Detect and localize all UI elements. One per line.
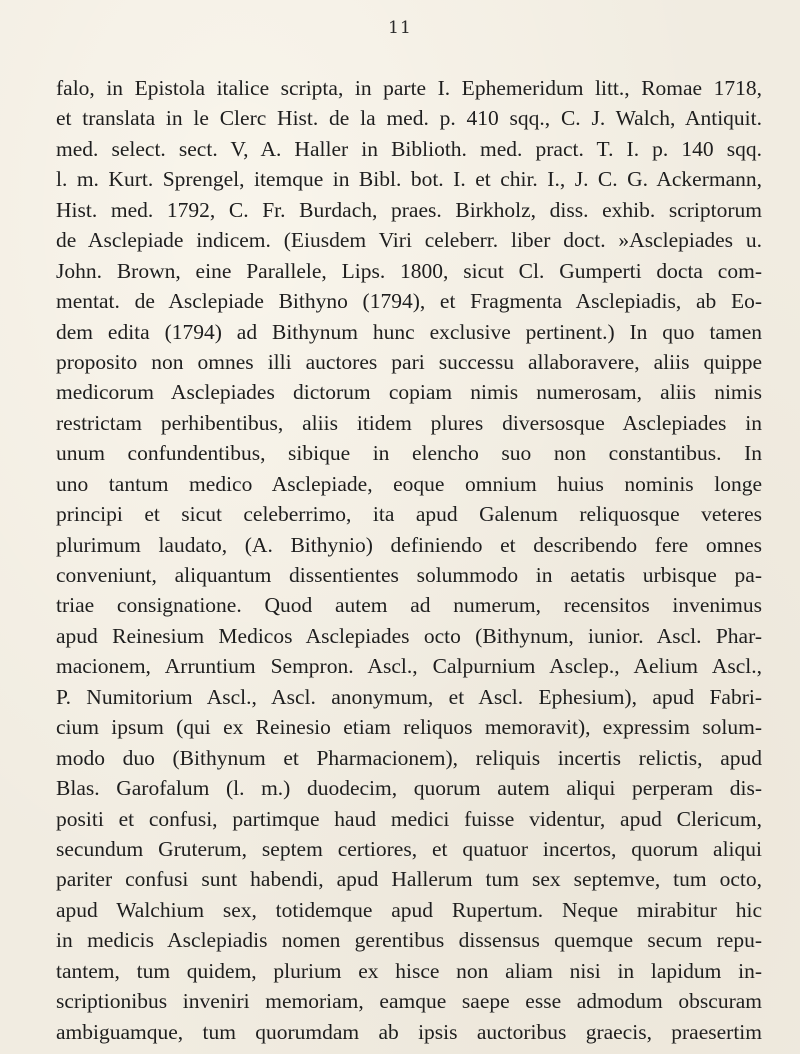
text-line: apud Reinesium Medicos Asclepiades octo (Bithynum, iunior. Ascl. Phar- [56,623,762,648]
text-line: tantem, tum quidem, plurium ex hisce non aliam nisi in lapidum in- [56,958,762,983]
text-line: unum confundentibus, sibique in elencho suo non constantibus. In [56,441,762,466]
text-line: triae consignatione. Quod autem ad numerum, recensitos invenimus [56,593,762,618]
text-line: mentat. de Asclepiade Bithyno (1794), et Fragmenta Asclepiadis, ab Eo- [56,289,762,314]
text-line: falo, in Epistola italice scripta, in parte I. Ephemeridum litt., Romae 1718, [56,76,762,100]
text-line: principi et sicut celeberrimo, ita apud Galenum reliquosque veteres [56,502,762,527]
text-line: et translata in le Clerc Hist. de la med. p. 410 sqq., C. J. Walch, Antiquit. [56,106,762,131]
text-line: secundum Gruterum, septem certiores, et quatuor incertos, quorum aliqui [56,836,762,861]
text-line: apud Walchium sex, totidemque apud Rupertum. Neque mirabitur hic [56,897,762,922]
text-line: de Asclepiade indicem. (Eiusdem Viri celeberr. liber doct. »Asclepiades u. [56,228,762,253]
text-line: macionem, Arruntium Sempron. Ascl., Calpurnium Asclep., Aelium Ascl., [56,654,762,679]
text-line: modo duo (Bithynum et Pharmacionem), reliquis incertis relictis, apud [56,745,762,770]
text-line: proposito non omnes illi auctores pari successu allaboravere, aliis quippe [56,349,762,374]
text-line: Hist. med. 1792, C. Fr. Burdach, praes. Birkholz, diss. exhib. scriptorum [56,197,762,222]
text-line: dem edita (1794) ad Bithynum hunc exclusive pertinent.) In quo tamen [56,319,762,344]
text-line: in medicis Asclepiadis nomen gerentibus dissensus quemque secum repu- [56,928,762,953]
text-line: Blas. Garofalum (l. m.) duodecim, quorum autem aliqui perperam dis- [56,776,762,801]
text-line: uno tantum medico Asclepiade, eoque omnium huius nominis longe [56,471,762,496]
text-line: plurimum laudato, (A. Bithynio) definiendo et describendo fere omnes [56,532,762,557]
text-line: med. select. sect. V, A. Haller in Biblioth. med. pract. T. I. p. 140 sqq. [56,136,762,161]
text-line: l. m. Kurt. Sprengel, itemque in Bibl. bot. I. et chir. I., J. C. G. Ackermann, [56,167,762,192]
text-line: conveniunt, aliquantum dissentientes solummodo in aetatis urbisque pa- [56,563,762,587]
text-line: restrictam perhibentibus, aliis itidem plures diversosque Asclepiades in [56,410,762,435]
text-line: John. Brown, eine Parallele, Lips. 1800, sicut Cl. Gumperti docta com- [56,258,762,283]
text-line: pariter confusi sunt habendi, apud Hallerum tum sex septemve, tum octo, [56,867,762,892]
text-line: ambiguamque, tum quorumdam ab ipsis auctoribus graecis, praesertim [56,1019,762,1044]
text-line: medicorum Asclepiades dictorum copiam nimis numerosam, aliis nimis [56,380,762,405]
page-number: 11 [388,18,412,38]
body-text [56,73,762,1047]
text-line: scriptionibus inveniri memoriam, eamque saepe esse admodum obscuram [56,989,762,1014]
text-line: P. Numitorium Ascl., Ascl. anonymum, et Ascl. Ephesium), apud Fabri- [56,684,762,709]
text-line: cium ipsum (qui ex Reinesio etiam reliquos memoravit), expressim solum- [56,715,762,740]
text-line: positi et confusi, partimque haud medici fuisse videntur, apud Clericum, [56,806,762,831]
